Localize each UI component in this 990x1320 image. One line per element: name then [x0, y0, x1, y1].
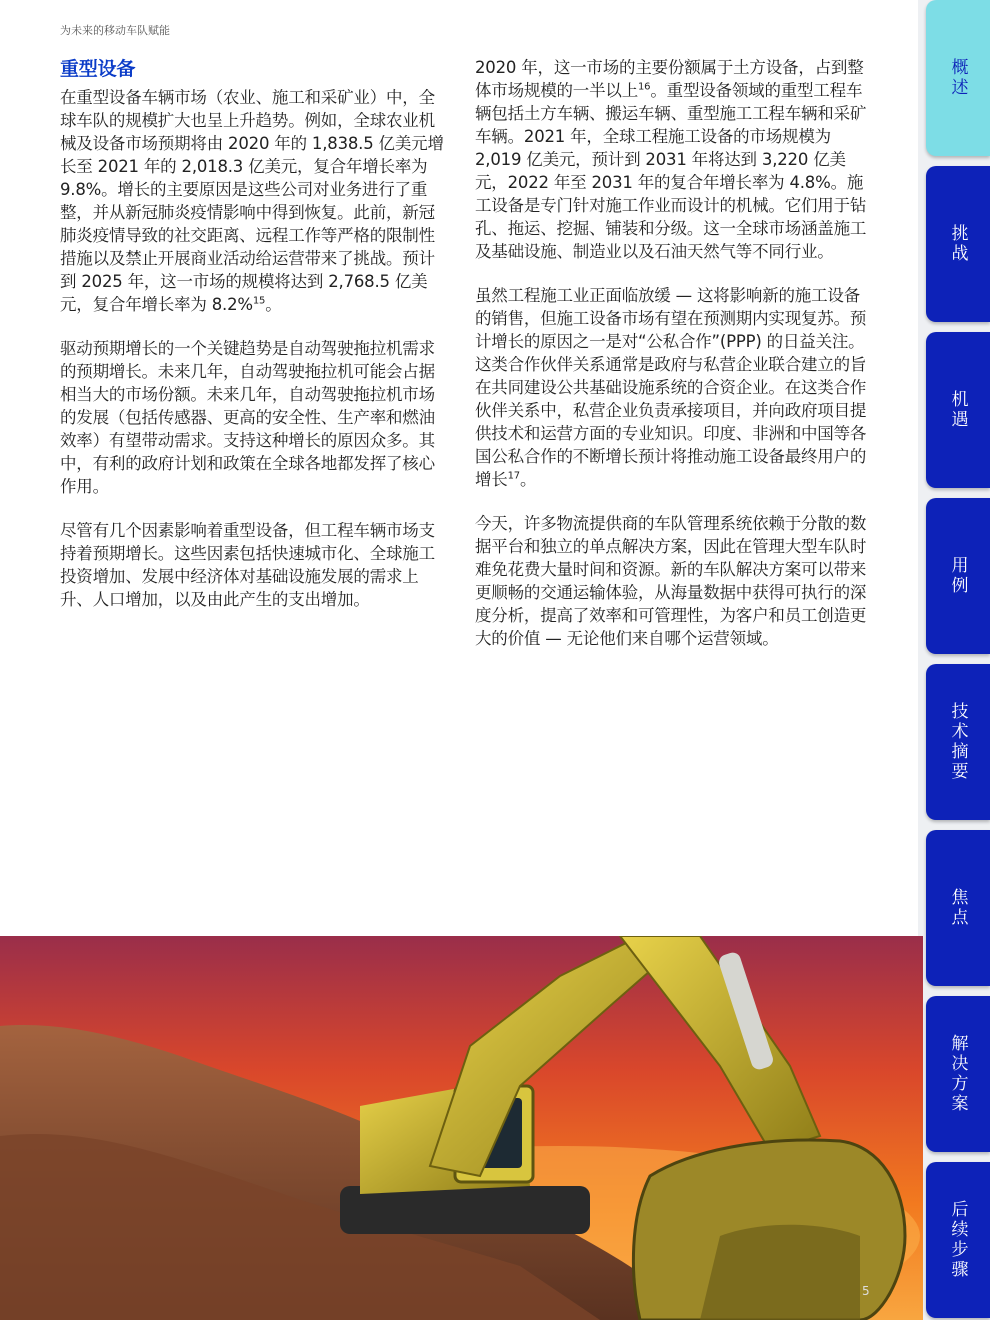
- nav-tab-next-steps[interactable]: 后续步骤: [926, 1162, 990, 1318]
- paragraph-4: 2020 年，这一市场的主要份额属于土方设备，占到整体市场规模的一半以上$^{16}$。重型设备领域的重型工程车辆包括土方车辆、搬运车辆、重型施工工程车辆和采矿车辆。2021 年，全球工程施工设备的市场规模为 2,019 亿美元，预计到 2031 年将达到 3,220 亿美元，2022 年至 2031 年的复合年增长率为 4.8%。施工设备是专门针对施工作业而设计的机械。它们用于钻孔、拖运、挖掘、铺装和分级。这一全球市场涵盖施工及基础设施、制造业以及石油天然气等不同行业。: [475, 58, 867, 261]
- nav-tab-tech-summary[interactable]: 技术摘要: [926, 664, 990, 820]
- right-column: [475, 56, 869, 671]
- nav-tab-focus[interactable]: 焦点: [926, 830, 990, 986]
- side-nav: [918, 0, 990, 1320]
- left-column: [60, 56, 448, 632]
- paragraph-3: 尽管有几个因素影响着重型设备，但工程车辆市场支持着预期增长。这些因素包括快速城市化、全球施工投资增加、发展中经济体对基础设施发展的需求上升、人口增加，以及由此产生的支出增加。: [60, 521, 435, 609]
- nav-tab-use-cases[interactable]: 用例: [926, 498, 990, 654]
- excavator-photo: [0, 936, 923, 1320]
- nav-tab-solutions[interactable]: 解决方案: [926, 996, 990, 1152]
- paragraph-2: 驱动预期增长的一个关键趋势是自动驾驶拖拉机需求的预期增长。未来几年，自动驾驶拖拉机可能会占据相当大的市场份额。未来几年，自动驾驶拖拉机市场的发展（包括传感器、更高的安全性、生产率和燃油效率）有望带动需求。支持这种增长的原因众多。其中，有利的政府计划和政策在全球各地都发挥了核心作用。: [60, 339, 435, 496]
- footnote-ref[interactable]: 15: [252, 295, 266, 307]
- nav-tab-challenges[interactable]: 挑战: [926, 166, 990, 322]
- page-number: 5: [862, 1284, 870, 1298]
- running-header: 为未来的移动车队赋能: [60, 24, 170, 37]
- paragraph-5: 虽然工程施工业正面临放缓 — 这将影响新的施工设备的销售，但施工设备市场有望在预测期内实现复苏。预计增长的原因之一是对“公私合作”(PPP) 的日益关注。这类合作伙伴关系通常是政府与私营企业联合建立的旨在共同建设公共基础设施系统的合资企业。在这类合作伙伴关系中，私营企业负责承接项目，并向政府项目提供技术和运营方面的专业知识。印度、非洲和中国等各国公私合作的不断增长预计将推动施工设备最终用户的增长$^{17}$。: [475, 286, 867, 489]
- footnote-ref[interactable]: 17: [507, 470, 520, 482]
- section-title: 重型设备: [60, 58, 136, 80]
- footnote-ref[interactable]: 16: [638, 81, 651, 93]
- nav-tab-overview[interactable]: 概述: [926, 0, 990, 156]
- nav-tab-opportunities[interactable]: 机遇: [926, 332, 990, 488]
- paragraph-1: 在重型设备车辆市场（农业、施工和采矿业）中，全球车队的规模扩大也呈上升趋势。例如，全球农业机械及设备市场预期将由 2020 年的 1,838.5 亿美元增长至 2021 年的 2,018.3 亿美元，复合年增长率为 9.8%。增长的主要原因是这些公司对业务进行了重整，并从新冠肺炎疫情影响中得到恢复。此前，新冠肺炎疫情导致的社交距离、远程工作等严格的限制性措施以及禁止开展商业活动给运营带来了挑战。预计到 2025 年，这一市场的规模将达到 2,768.5 亿美元，复合年增长率为 8.2%$^{15}$。: [60, 88, 444, 314]
- paragraph-6: 今天，许多物流提供商的车队管理系统依赖于分散的数据平台和独立的单点解决方案，因此在管理大型车队时难免花费大量时间和资源。新的车队解决方案可以带来更顺畅的交通运输体验，从海量数据中获得可执行的深度分析，提高了效率和可管理性，为客户和员工创造更大的价值 — 无论他们来自哪个运营领域。: [475, 514, 867, 648]
- excavator-illustration: [0, 936, 923, 1320]
